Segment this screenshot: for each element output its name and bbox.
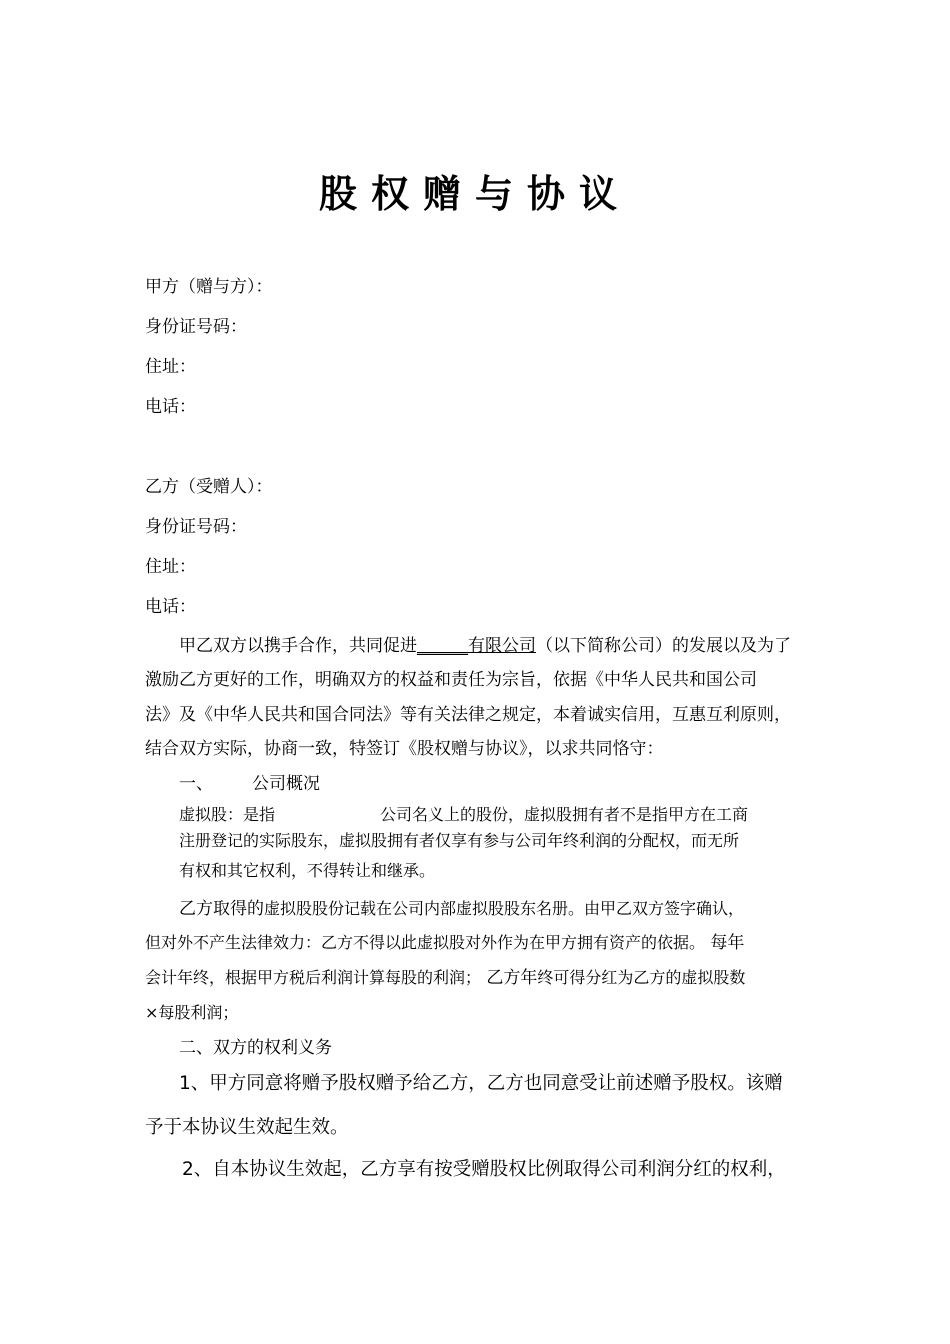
section-1-para-2-line-3 [145,966,745,990]
party-a-phone-label: 电话： [145,397,196,417]
party-b-id-label: 身份证号码： [145,517,247,537]
section-1-para-1-line-2: 注册登记的实际股东，虚拟股拥有者仅享有参与公司年终利润的分配权，而无所 [179,831,740,850]
preamble-line-2: 激励乙方更好的工作，明确双方的权益和责任为宗旨，依据《中华人民共和国公司 [145,670,757,690]
party-a-address-label: 住址： [145,357,196,377]
section-2-heading: 二、双方的权利义务 [179,1038,332,1058]
section-2-item-1-line-2: 予于本协议生效起生效。 [145,1117,349,1138]
preamble-line-1 [179,634,791,658]
party-a-id-label: 身份证号码： [145,317,247,337]
section-1-title: 公司概况 [252,774,320,794]
company-name-blank: ______有限公司 [417,636,536,656]
para-text: 虚拟股：是指 [179,805,276,824]
section-1-para-1-line-1 [179,803,748,827]
section-1-number: 一、 [179,774,213,794]
preamble-text: （以下简称公司）的发展以及为了 [536,636,791,656]
section-2-item-2-line-1: 2、自本协议生效起，乙方享有按受赠股权比例取得公司利润分红的权利， [182,1159,786,1180]
para-text: 终可得分红为乙方的虚拟股数 [537,968,746,987]
section-2-item-1-line-1: 1、甲方同意将赠予股权赠予给乙方，乙方也同意受让前述赠予股权。该赠 [179,1073,783,1094]
section-1-para-2-line-1 [179,897,744,921]
party-b-address-label: 住址： [145,557,196,577]
party-a-heading: 甲方（赠与方）： [145,277,273,297]
para-text: 会计年终，根据甲方税后利润计算每股的利润； [145,968,482,987]
para-text: 乙方年 [486,968,538,988]
section-1-heading [179,772,320,796]
para-text: 每年 [710,933,745,953]
section-1-para-2-line-2 [145,931,744,955]
party-b-heading: 乙方（受赠人）： [145,477,273,497]
para-text: 公司名义上的股份，虚拟股拥有者不是指甲方在工商 [380,805,749,824]
preamble-line-4: 结合双方实际，协商一致，特签订《股权赠与协议》，以求共同恪守： [145,739,664,759]
document-title: 股权赠与协议 [318,172,631,216]
section-1-para-1-line-3: 有权和其它权利，不得转让和继承。 [179,861,436,880]
para-text: 虚拟股股份记载在公司内部虚拟股股东名册。由甲乙双方签字确认， [264,899,745,918]
party-b-phone-label: 电话： [145,597,196,617]
preamble-text: 甲乙双方以携手合作，共同促进 [179,636,417,656]
preamble-line-3: 法》及《中华人民共和国合同法》等有关法律之规定，本着诚实信用，互惠互利原则， [145,705,791,725]
section-1-para-2-line-4: ×每股利润； [145,1003,239,1022]
para-text: 但对外不产生法律效力：乙方不得以此虚拟股对外作为在甲方拥有资产的依据。 [145,933,706,952]
para-text: 乙方取得的 [179,899,264,919]
